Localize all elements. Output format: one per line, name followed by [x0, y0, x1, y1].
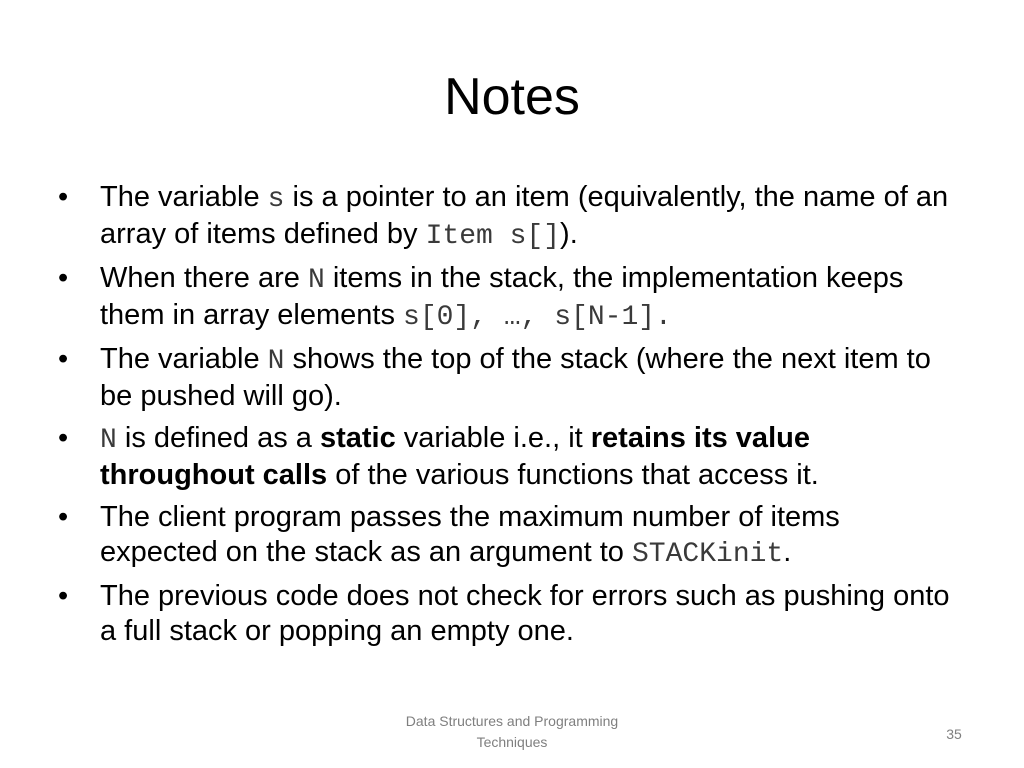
code-text: N	[267, 346, 285, 377]
bullet-item	[58, 579, 958, 649]
bullet-text: The previous code does not check for errors such as pushing onto a full stack or popping an empty one.	[100, 580, 950, 647]
bullet-dot-icon: •	[58, 422, 69, 454]
bullet-text: .	[783, 536, 792, 568]
bullet-dot-icon: •	[58, 181, 69, 213]
bullet-text: variable i.e., it	[395, 422, 591, 454]
bullet-text: The client program passes the maximum number of items expected on the stack as an argument to	[100, 501, 840, 568]
code-text: N	[307, 265, 325, 296]
slide-title: Notes	[444, 68, 580, 126]
bullet-text: shows the top of the stack (where the next item to be pushed will go).	[100, 343, 931, 412]
bullet-dot-icon: •	[58, 343, 69, 375]
bullet-text: is a pointer to an item (equivalently, the name of an array of items defined by	[100, 181, 949, 250]
code-text: N	[100, 425, 117, 456]
bold-text: static	[319, 422, 396, 454]
bullet-item	[58, 342, 958, 414]
code-text: s	[267, 184, 285, 215]
bullet-item	[58, 180, 958, 254]
code-text: STACKinit	[632, 539, 784, 570]
code-text: s[0], …, s[N-1].	[403, 302, 672, 333]
bullet-text: The variable	[100, 181, 268, 213]
bullet-item	[58, 421, 958, 493]
footer	[362, 711, 662, 753]
bullet-list	[58, 180, 958, 656]
bullet-item	[58, 261, 958, 335]
footer-line-1: Data Structures and Programming	[405, 713, 619, 729]
bullet-item	[58, 500, 958, 572]
bullet-dot-icon: •	[58, 580, 69, 612]
bold-text: retains its value throughout calls	[100, 422, 810, 491]
bullet-text: ).	[560, 218, 578, 250]
bullet-text: items in the stack, the implementation keeps them in array elements	[100, 262, 904, 331]
footer-line-2: Techniques	[476, 734, 548, 750]
bullet-dot-icon: •	[58, 262, 69, 294]
page-number: 35	[946, 726, 962, 742]
bullet-dot-icon: •	[58, 501, 69, 533]
code-text: Item s[]	[425, 221, 561, 252]
bullet-text: The variable	[100, 343, 268, 375]
bullet-text: is defined as a	[116, 422, 320, 454]
bullet-text: of the various functions that access it.	[327, 459, 819, 491]
bullet-text: When there are	[100, 262, 308, 294]
